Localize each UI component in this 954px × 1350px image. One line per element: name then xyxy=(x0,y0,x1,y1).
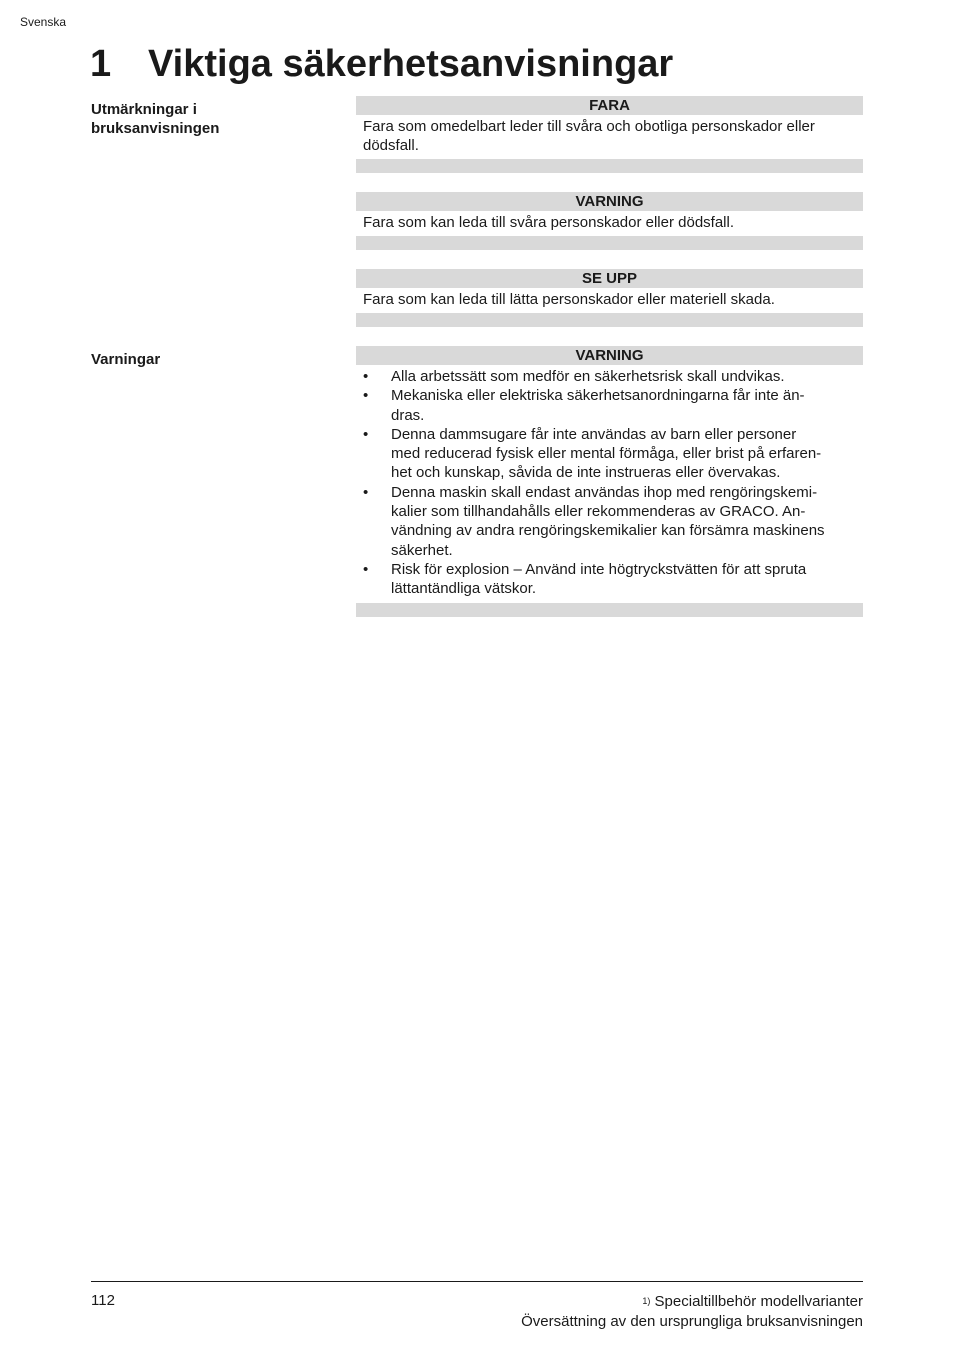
translation-note: Översättning av den ursprungliga bruksanvisningen xyxy=(521,1313,863,1330)
chapter-number: 1 xyxy=(90,43,112,85)
list-item-line: het och kunskap, såvida de inte instrueras eller övervakas. xyxy=(391,464,781,482)
danger-box-label: FARA xyxy=(356,96,863,115)
list-item-line: Denna dammsugare får inte användas av barn eller personer xyxy=(391,425,797,443)
list-item-line: vändning av andra rengöringskemikalier kan försämra maskinens xyxy=(391,522,825,540)
warnings-list xyxy=(363,367,856,599)
list-item-line: Mekaniska eller elektriska säkerhetsanordningarna får inte än- xyxy=(391,387,805,405)
footnote-marker: 1) xyxy=(642,1296,651,1306)
danger-box-text-line1: Fara som omedelbart leder till svåra och obotliga personskador eller xyxy=(363,118,815,135)
caution-box-footer-bar xyxy=(356,313,863,327)
list-item-line: Alla arbetssätt som medför en säkerhetsrisk skall undvikas. xyxy=(391,368,785,385)
list-item-line: med reducerad fysisk eller mental förmåga, eller brist på erfaren- xyxy=(391,445,822,463)
warning-box xyxy=(356,192,863,250)
warnings-list-box-label: VARNING xyxy=(356,346,863,365)
caution-box xyxy=(356,269,863,327)
list-item xyxy=(363,425,856,483)
warning-box-label: VARNING xyxy=(356,192,863,211)
page-number: 112 xyxy=(91,1292,115,1309)
warning-box-footer-bar xyxy=(356,236,863,250)
bullet-icon: • xyxy=(363,387,369,405)
list-item-line: dras. xyxy=(391,406,425,424)
list-item-line: kalier som tillhandahålls eller rekommenderas av GRACO. An- xyxy=(391,503,806,521)
footnote xyxy=(521,1292,863,1312)
footer-notes xyxy=(521,1292,863,1332)
bullet-icon: • xyxy=(363,425,369,443)
list-item-line: Risk för explosion – Använd inte högtryckstvätten för att spruta xyxy=(391,560,807,578)
caution-box-body xyxy=(356,288,863,313)
section-heading-warnings-text: Varningar xyxy=(91,351,161,368)
danger-box-body xyxy=(356,115,863,159)
page-title xyxy=(90,40,673,88)
footer-divider xyxy=(91,1281,863,1282)
bullet-icon: • xyxy=(363,483,369,501)
warnings-list-box-body xyxy=(356,365,863,603)
list-item-line: lättantändliga vätskor. xyxy=(391,580,537,598)
caution-box-label: SE UPP xyxy=(356,269,863,288)
list-item-line: säkerhet. xyxy=(391,541,453,559)
warnings-list-box xyxy=(356,346,863,617)
list-item xyxy=(363,386,856,425)
section-heading-warnings xyxy=(91,350,331,369)
danger-box xyxy=(356,96,863,173)
language-label: Svenska xyxy=(20,15,67,29)
list-item xyxy=(363,367,856,386)
section-heading-markings xyxy=(91,100,331,138)
warning-box-body xyxy=(356,211,863,236)
warnings-list-box-footer-bar xyxy=(356,603,863,617)
list-item-line: Denna maskin skall endast användas ihop med rengöringskemi- xyxy=(391,483,818,501)
list-item xyxy=(363,560,856,599)
chapter-title: Viktiga säkerhetsanvisningar xyxy=(148,43,674,85)
bullet-icon: • xyxy=(363,368,369,385)
bullet-icon: • xyxy=(363,560,369,578)
danger-box-footer-bar xyxy=(356,159,863,173)
list-item xyxy=(363,483,856,560)
section-heading-markings-line2: bruksanvisningen xyxy=(91,120,220,137)
caution-box-text: Fara som kan leda till lätta personskador eller materiell skada. xyxy=(363,291,775,308)
section-heading-markings-line1: Utmärkningar i xyxy=(91,101,197,118)
warning-box-text: Fara som kan leda till svåra personskador eller dödsfall. xyxy=(363,214,735,231)
danger-box-text-line2: dödsfall. xyxy=(363,137,419,155)
footnote-text: Specialtillbehör modellvarianter xyxy=(654,1293,863,1310)
